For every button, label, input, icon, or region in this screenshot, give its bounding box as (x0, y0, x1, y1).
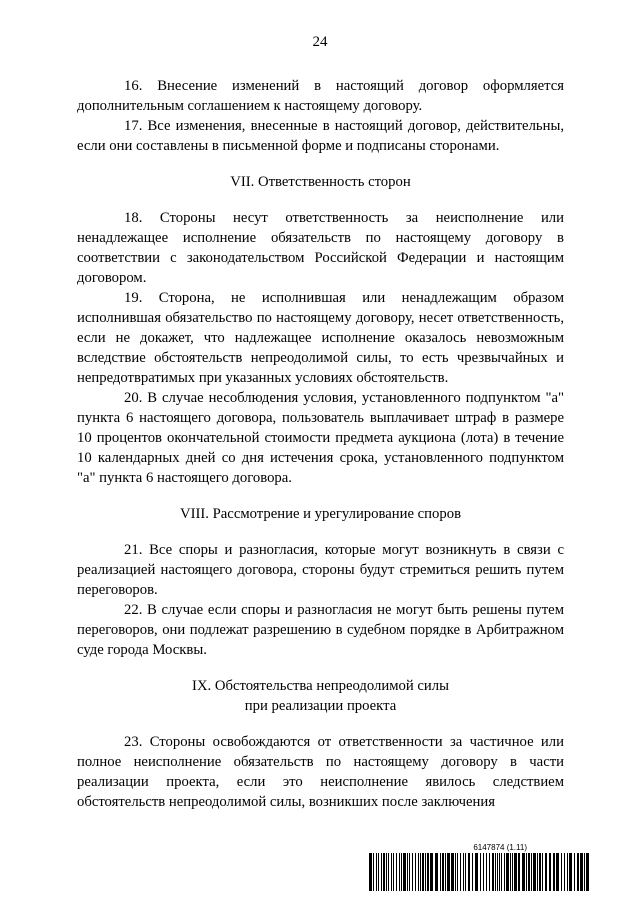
clause-22: 22. В случае если споры и разногласия не могут быть решены путем переговоров, они подлежат разрешению в судебном порядке в Арбитражном суде города Москвы. (77, 602, 564, 658)
clause-18: 18. Стороны несут ответственность за неисполнение или ненадлежащее исполнение обязательств по настоящему договору в соответствии с законодательством Российской Федерации и настоящим договором. (77, 210, 564, 286)
section-9-title-line-2: при реализации проекта (244, 698, 397, 714)
clause-21: 21. Все споры и разногласия, которые могут возникнуть в связи с реализацией настоящего договора, стороны будут стремиться решить путем переговоров. (77, 542, 564, 598)
page-number: 24 (312, 34, 328, 50)
clause-23: 23. Стороны освобождаются от ответственности за частичное или полное неисполнение обязательств по настоящему договору в части реализации проекта, если это неисполнение явилось следствием обстоятельств непреодолимой силы, возникших после заключения (77, 734, 564, 810)
section-8-title: VIII. Рассмотрение и урегулирование споров (179, 506, 462, 522)
clause-17: 17. Все изменения, внесенные в настоящий договор, действительны, если они составлены в письменной форме и подписаны сторонами. (77, 118, 564, 154)
document-code: 6147874 (1.11) (473, 843, 527, 852)
clause-19: 19. Сторона, не исполнившая или ненадлежащим образом исполнившая обязательство по настоящему договору, несет ответственность, если не докажет, что надлежащее исполнение оказалось невозможным вследствие обстоятельств непреодолимой силы, то есть чрезвычайных и непредотвратимых при указанных условиях обстоятельств. (77, 290, 564, 386)
section-7-title: VII. Ответственность сторон (230, 174, 411, 190)
clause-16: 16. Внесение изменений в настоящий договор оформляется дополнительным соглашением к настоящему договору. (77, 78, 564, 114)
section-9-title (77, 676, 564, 716)
section-9-title-line-1: IX. Обстоятельства непреодолимой силы (192, 678, 449, 694)
barcode-icon (369, 853, 591, 891)
document-footer (369, 843, 591, 891)
document-body (77, 76, 564, 812)
clause-20: 20. В случае несоблюдения условия, установленного подпунктом "а" пункта 6 настоящего договора, пользователь выплачивает штраф в размере 10 процентов окончательной стоимости предмета аукциона (лота) в течение 10 календарных дней со дня истечения срока, установленного подпунктом "а" пункта 6 настоящего договора. (77, 390, 564, 486)
